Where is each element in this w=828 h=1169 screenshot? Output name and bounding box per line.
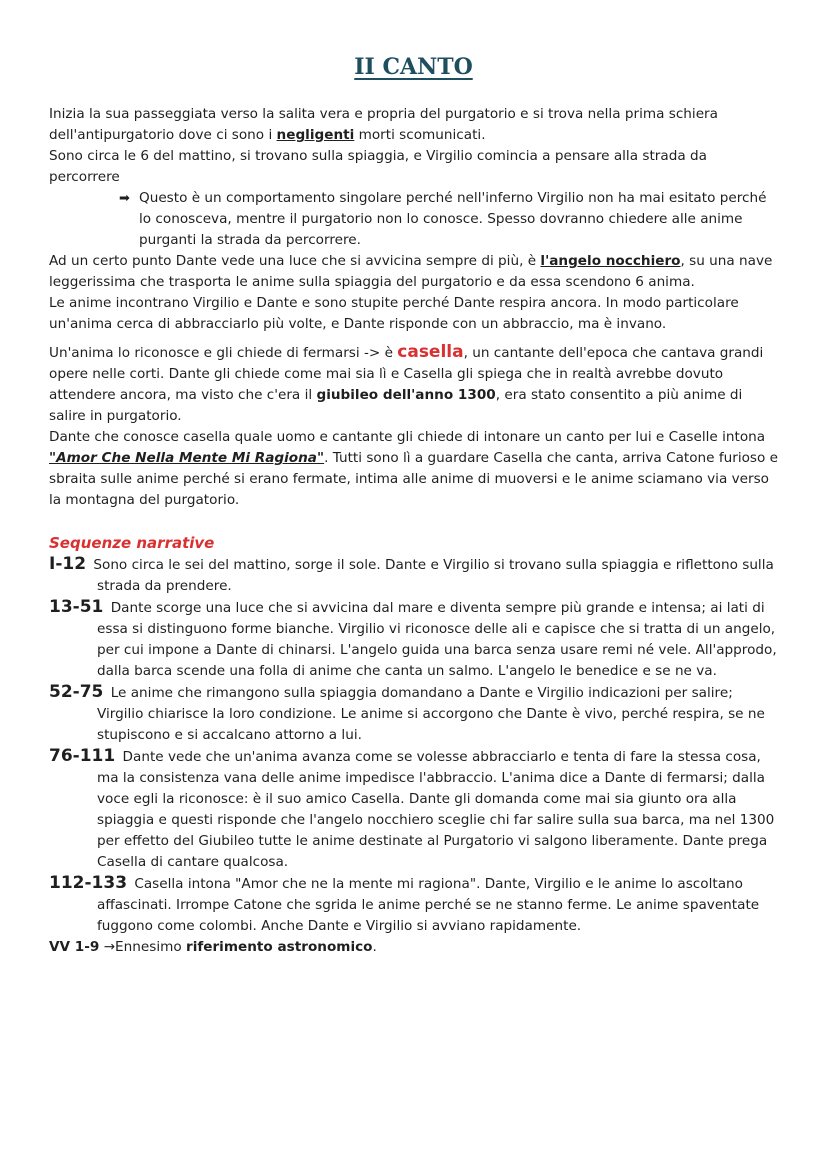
text-run: morti scomunicati.	[354, 127, 486, 143]
intro-section	[49, 104, 778, 958]
sequence-text: Dante scorge una luce che si avvicina dal mare e diventa sempre più grande e intensa; ai lati di essa si distinguono forme bianche. Virgilio vi riconosce delle ali e capisce che si tratta di un angelo, per cui impone a Dante di chinarsi. L'angelo guida una barca senza usare remi né vele. All'approdo, dalla barca scende una folla di anime che canta un salmo. L'angelo le benedice e se ne va.	[97, 600, 777, 679]
sequence-item	[49, 597, 778, 682]
sequence-lines: I-12	[49, 554, 87, 574]
keyword-giubileo: giubileo dell'anno 1300	[316, 387, 496, 403]
text-run: , su una nave leggerissima che trasporta le anime sulla spiaggia del purgatorio e da essa scendono 6 anima.	[49, 253, 773, 290]
sequences-heading: Sequenze narrative	[49, 534, 215, 552]
verse-note	[49, 937, 778, 958]
sequence-text: Le anime che rimangono sulla spiaggia domandano a Dante e Virgilio indicazioni per salire; Virgilio chiarisce la loro condizione. Le anime si accorgono che Dante è vivo, perché respira, se ne stupiscono e si accalcano attorno a lui.	[97, 685, 765, 743]
bullet-text: Questo è un comportamento singolare perché nell'inferno Virgilio non ha mai esitato perché lo conosceva, mentre il purgatorio non lo conosce. Spesso dovranno chiedere alle anime purganti la strada da percorrere.	[139, 190, 767, 248]
paragraph-1	[49, 104, 778, 146]
sequence-lines: 52-75	[49, 682, 104, 702]
text-run: Dante che conosce casella quale uomo e cantante gli chiede di intonare un canto per lui e Caselle intona	[49, 429, 766, 445]
sequence-lines: 76-111	[49, 746, 116, 766]
sequence-item	[49, 554, 778, 597]
sequence-item	[49, 873, 778, 937]
text-run: .	[372, 939, 377, 955]
paragraph-4: Le anime incontrano Virgilio e Dante e sono stupite perché Dante respira ancora. In modo particolare un'anima cerca di abbracciarlo più volte, e Dante risponde con un abbraccio, ma è invano.	[49, 295, 739, 332]
keyword-negligenti: negligenti	[276, 127, 355, 143]
text-run: Un'anima lo riconosce e gli chiede di fermarsi -> è	[49, 345, 398, 361]
sequence-lines: 112-133	[49, 873, 128, 893]
sequence-text: Sono circa le sei del mattino, sorge il sole. Dante e Virgilio si trovano sulla spiaggia e riflettono sulla strada da prendere.	[93, 557, 774, 594]
bullet-item	[49, 188, 778, 251]
right-arrow-icon: ➡	[119, 191, 130, 206]
text-run: . Tutti sono lì a guardare Casella che canta, arriva Catone furioso e sbraita sulle anime perché si erano fermate, intima alle anime di muoversi e le anime sciamano via verso la montagna del purgatorio.	[49, 450, 779, 508]
text-run: Ad un certo punto Dante vede una luce che si avvicina sempre di più, è	[49, 253, 541, 269]
paragraph-2: Sono circa le 6 del mattino, si trovano sulla spiaggia, e Virgilio comincia a pensare alla strada da percorrere	[49, 148, 707, 185]
paragraph-5	[49, 342, 778, 427]
sequence-item	[49, 682, 778, 746]
page-title: II CANTO	[354, 54, 473, 80]
paragraph-6	[49, 427, 778, 511]
sequence-text: Casella intona "Amor che ne la mente mi ragiona". Dante, Virgilio e le anime lo ascoltano affascinati. Irrompe Catone che sgrida le anime perché se ne stanno ferme. Le anime spaventate fuggono come colombi. Anche Dante e Virgilio si avviano rapidamente.	[97, 876, 760, 934]
sequence-lines: 13-51	[49, 597, 104, 617]
text-run: , un cantante dell'epoca che cantava grandi opere nelle corti. Dante gli chiede come mai sia lì e Casella gli spiega che in realtà avrebbe dovuto attendere ancora, ma visto che c'era il	[49, 345, 764, 403]
text-run: →Ennesimo	[99, 939, 186, 955]
text-run: Inizia la sua passeggiata verso la salita vera e propria del purgatorio e si trova nella prima schiera dell'antipurgatorio dove ci sono i	[49, 106, 718, 143]
keyword-casella: casella	[397, 342, 464, 362]
keyword-riferimento: riferimento astronomico	[185, 939, 373, 955]
sequence-text: Dante vede che un'anima avanza come se volesse abbracciarlo e tenta di fare la stessa cosa, ma la consistenza vana delle anime impedisce l'abbraccio. L'anima dice a Dante di fermarsi; dalla voce egli la riconosce: è il suo amico Casella. Dante gli domanda come mai sia giunto ora alla spiaggia e questi risponde che l'angelo nocchiero sceglie chi far salire sulla sua barca, ma nel 1300 per effetto del Giubileo tutte le anime destinate al Purgatorio vi salgono liberamente. Dante prega Casella di cantare qualcosa.	[97, 749, 775, 870]
song-title: "Amor Che Nella Mente Mi Ragiona"	[49, 450, 325, 466]
keyword-angelo-nocchiero: l'angelo nocchiero	[540, 253, 681, 269]
text-run: , era stato consentito a più anime di salire in purgatorio.	[49, 387, 743, 424]
sequence-item	[49, 746, 778, 873]
paragraph-3	[49, 251, 778, 293]
verse-label: VV 1-9	[49, 939, 100, 955]
